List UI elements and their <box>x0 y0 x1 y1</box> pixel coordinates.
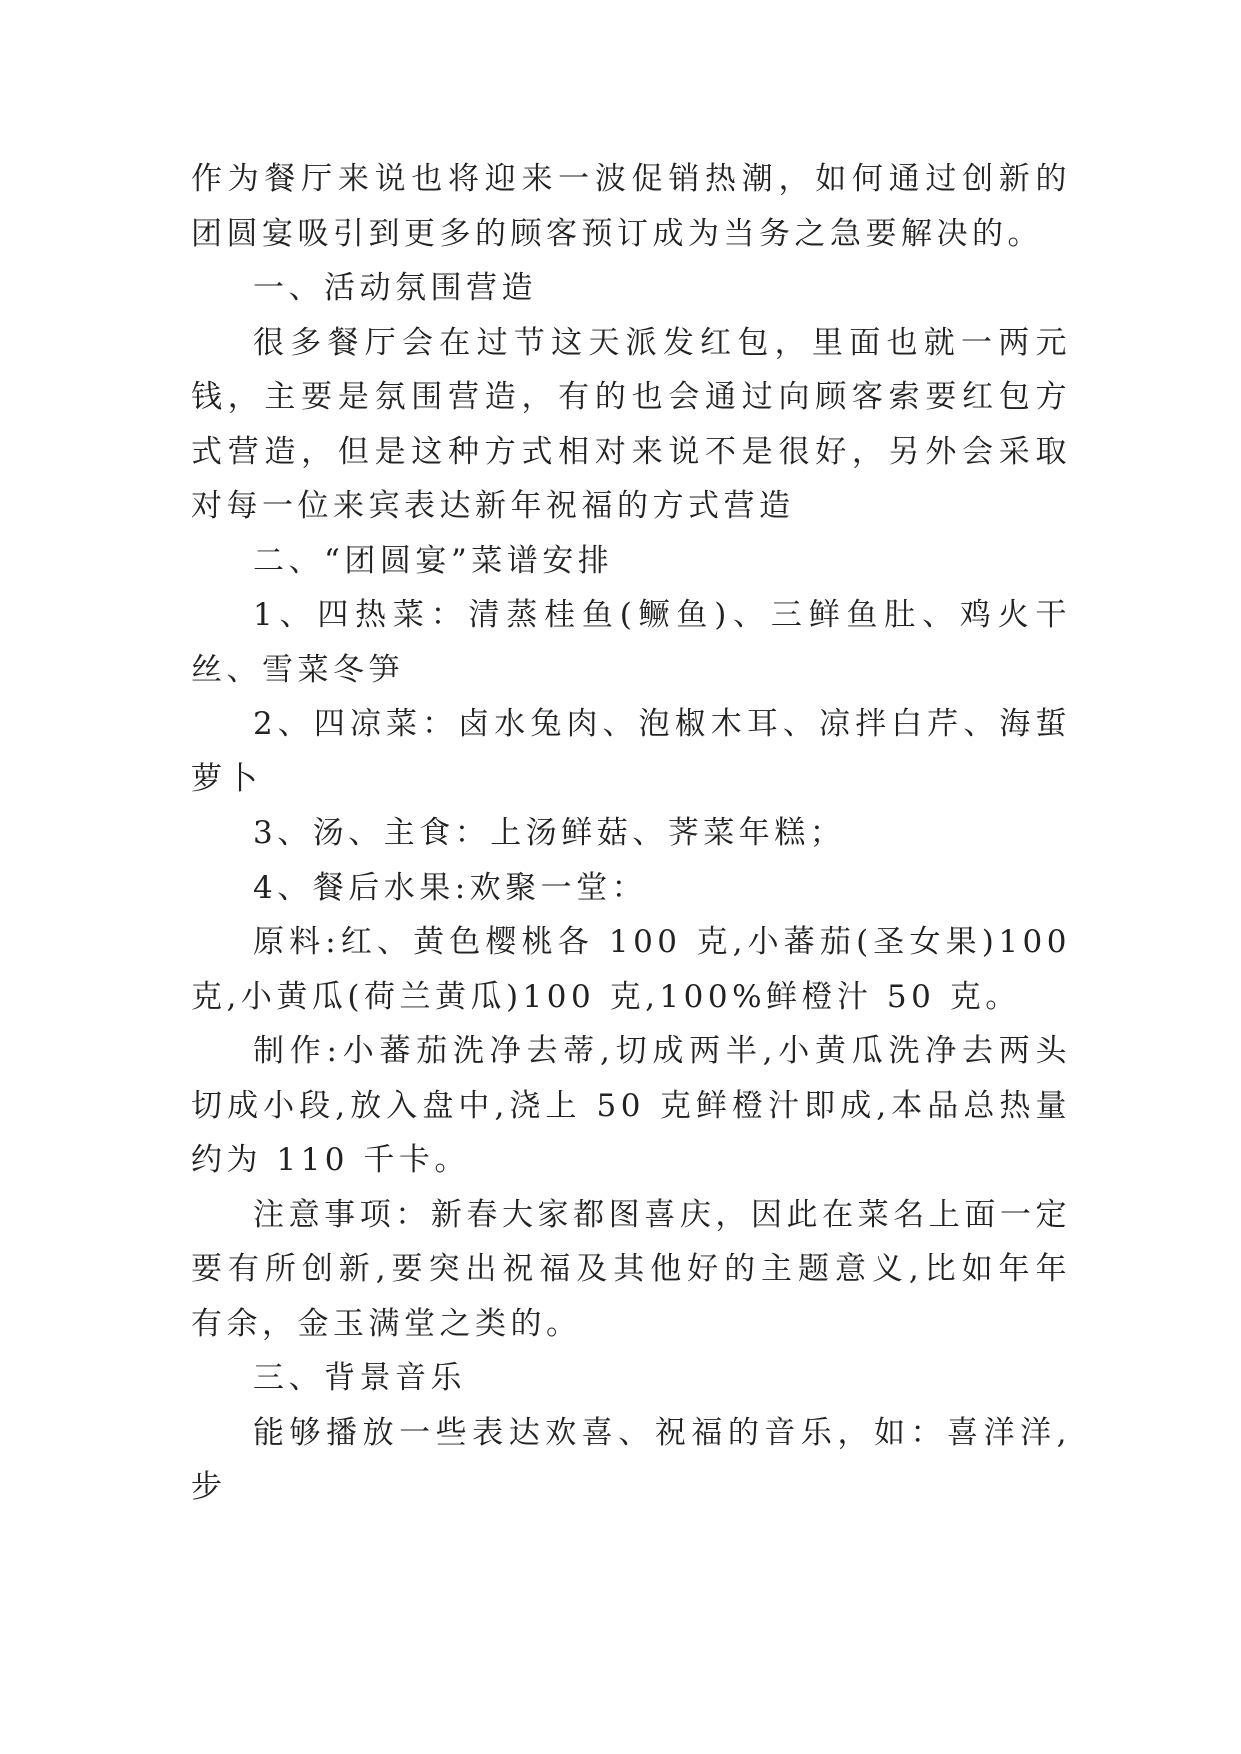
section-heading-music: 三、背景音乐 <box>253 1360 466 1396</box>
section-heading-atmosphere: 一、活动氛围营造 <box>253 270 537 306</box>
paragraph-notes: 注意事项：新春大家都图喜庆，因此在菜名上面一定要有所创新,要突出祝福及其他好的主题意义,比如年年有余，金玉满堂之类的。 <box>191 1196 1071 1342</box>
paragraph-red-envelope: 很多餐厅会在过节这天派发红包，里面也就一两元钱，主要是氛围营造，有的也会通过向顾客索要红包方式营造，但是这种方式相对来说不是很好，另外会采取对每一位来宾表达新年祝福的方式营造 <box>191 324 1071 524</box>
menu-item-cold-dishes: 2、四凉菜：卤水兔肉、泡椒木耳、凉拌白芹、海蜇萝卜 <box>191 706 1071 797</box>
paragraph-preparation: 制作:小蕃茄洗净去蒂,切成两半,小黄瓜洗净去两头切成小段,放入盘中,浇上 50 克鲜橙汁即成,本品总热量约为 110 千卡。 <box>191 1033 1071 1178</box>
section-heading-menu: 二、“团圆宴”菜谱安排 <box>253 542 614 579</box>
paragraph-intro: 作为餐厅来说也将迎来一波促销热潮，如何通过创新的团圆宴吸引到更多的顾客预订成为当务之急要解决的。 <box>191 161 1071 252</box>
menu-item-soup-staple: 3、汤、主食：上汤鲜菇、荠菜年糕； <box>253 815 846 851</box>
paragraph-music: 能够播放一些表达欢喜、祝福的音乐，如：喜洋洋,步 <box>191 1414 1071 1505</box>
menu-item-fruit: 4、餐后水果:欢聚一堂： <box>253 869 648 906</box>
document-body <box>191 152 1071 1515</box>
menu-item-hot-dishes: 1、四热菜：清蒸桂鱼(鳜鱼)、三鲜鱼肚、鸡火干丝、雪菜冬笋 <box>191 597 1071 688</box>
paragraph-ingredients: 原料:红、黄色樱桃各 100 克,小蕃茄(圣女果)100 克,小黄瓜(荷兰黄瓜)100 克,100%鲜橙汁 50 克。 <box>191 924 1071 1015</box>
